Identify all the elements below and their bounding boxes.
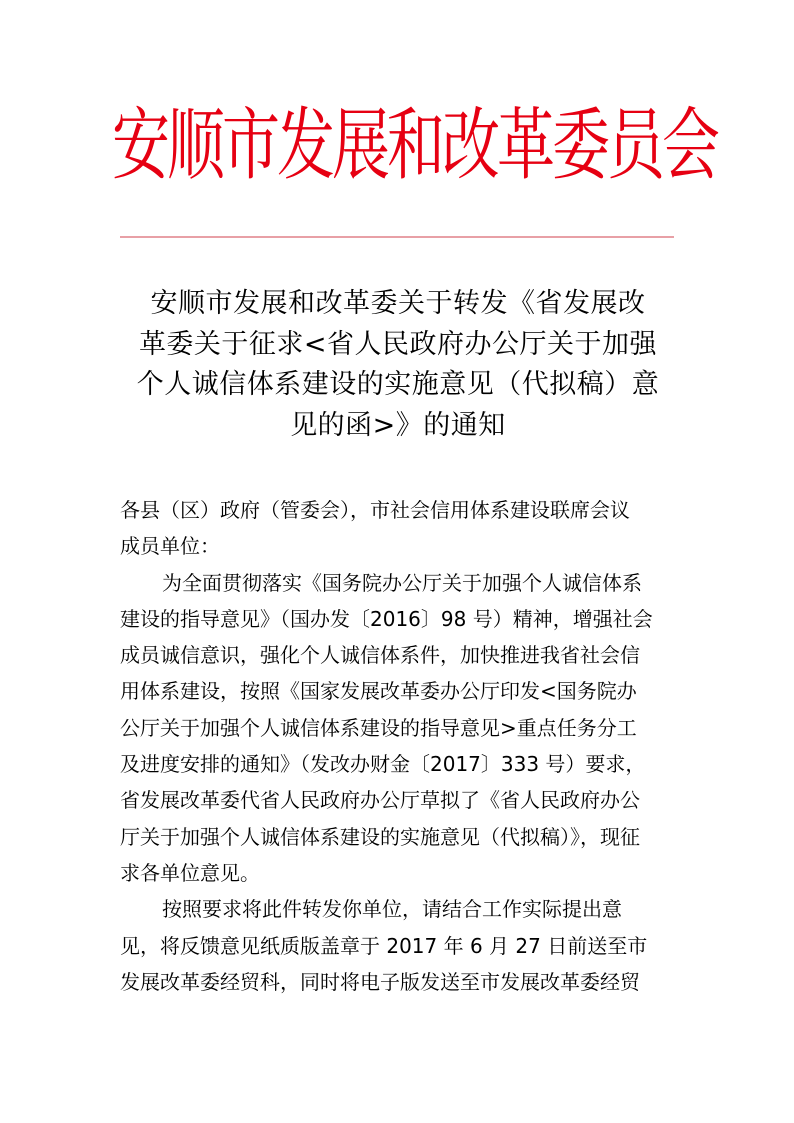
- paragraph-line: 用体系建设，按照《国家发展改革委办公厅印发<国务院办: [120, 679, 637, 704]
- addressee-line: 成员单位：: [120, 534, 220, 559]
- document-body: [120, 492, 676, 1000]
- document-title: [118, 284, 678, 446]
- addressee-line: 各县（区）政府（管委会），市社会信用体系建设联席会议: [120, 498, 630, 522]
- paragraph-line: 见，将反馈意见纸质版盖章于 2017 年 6 月 27 日前送至市: [120, 933, 648, 958]
- paragraph-line: 省发展改革委代省人民政府办公厅草拟了《省人民政府办公: [120, 788, 640, 813]
- title-line: 安顺市发展和改革委关于转发《省发展改: [150, 288, 646, 319]
- title-line: 见的函>》的通知: [290, 409, 506, 441]
- masthead-divider: [120, 236, 674, 238]
- paragraph-line: 成员诚信意识，强化个人诚信体系件，加快推进我省社会信: [120, 643, 640, 668]
- paragraph-line: 公厅关于加强个人诚信体系建设的指导意见>重点任务分工: [120, 715, 637, 740]
- paragraph-line: 及进度安排的通知》（发改办财金〔2017〕333 号）要求，: [120, 752, 646, 777]
- paragraph-line: 求各单位意见。: [120, 860, 260, 885]
- masthead-org-name: 安顺市发展和改革委员会: [112, 99, 718, 191]
- paragraph-line: 发展改革委经贸科，同时将电子版发送至市发展改革委经贸: [120, 969, 640, 994]
- title-line: 个人诚信体系建设的实施意见（代拟稿）意: [136, 369, 660, 400]
- paragraph-line: 按照要求将此件转发你单位，请结合工作实际提出意: [162, 897, 622, 922]
- paragraph-line: 建设的指导意见》（国办发〔2016〕98 号）精神，增强社会: [120, 606, 653, 631]
- paragraph-line: 厅关于加强个人诚信体系建设的实施意见（代拟稿）》，现征: [120, 824, 640, 849]
- title-line: 革委关于征求<省人民政府办公厅关于加强: [138, 328, 658, 360]
- paragraph-line: 为全面贯彻落实《国务院办公厅关于加强个人诚信体系: [162, 570, 642, 595]
